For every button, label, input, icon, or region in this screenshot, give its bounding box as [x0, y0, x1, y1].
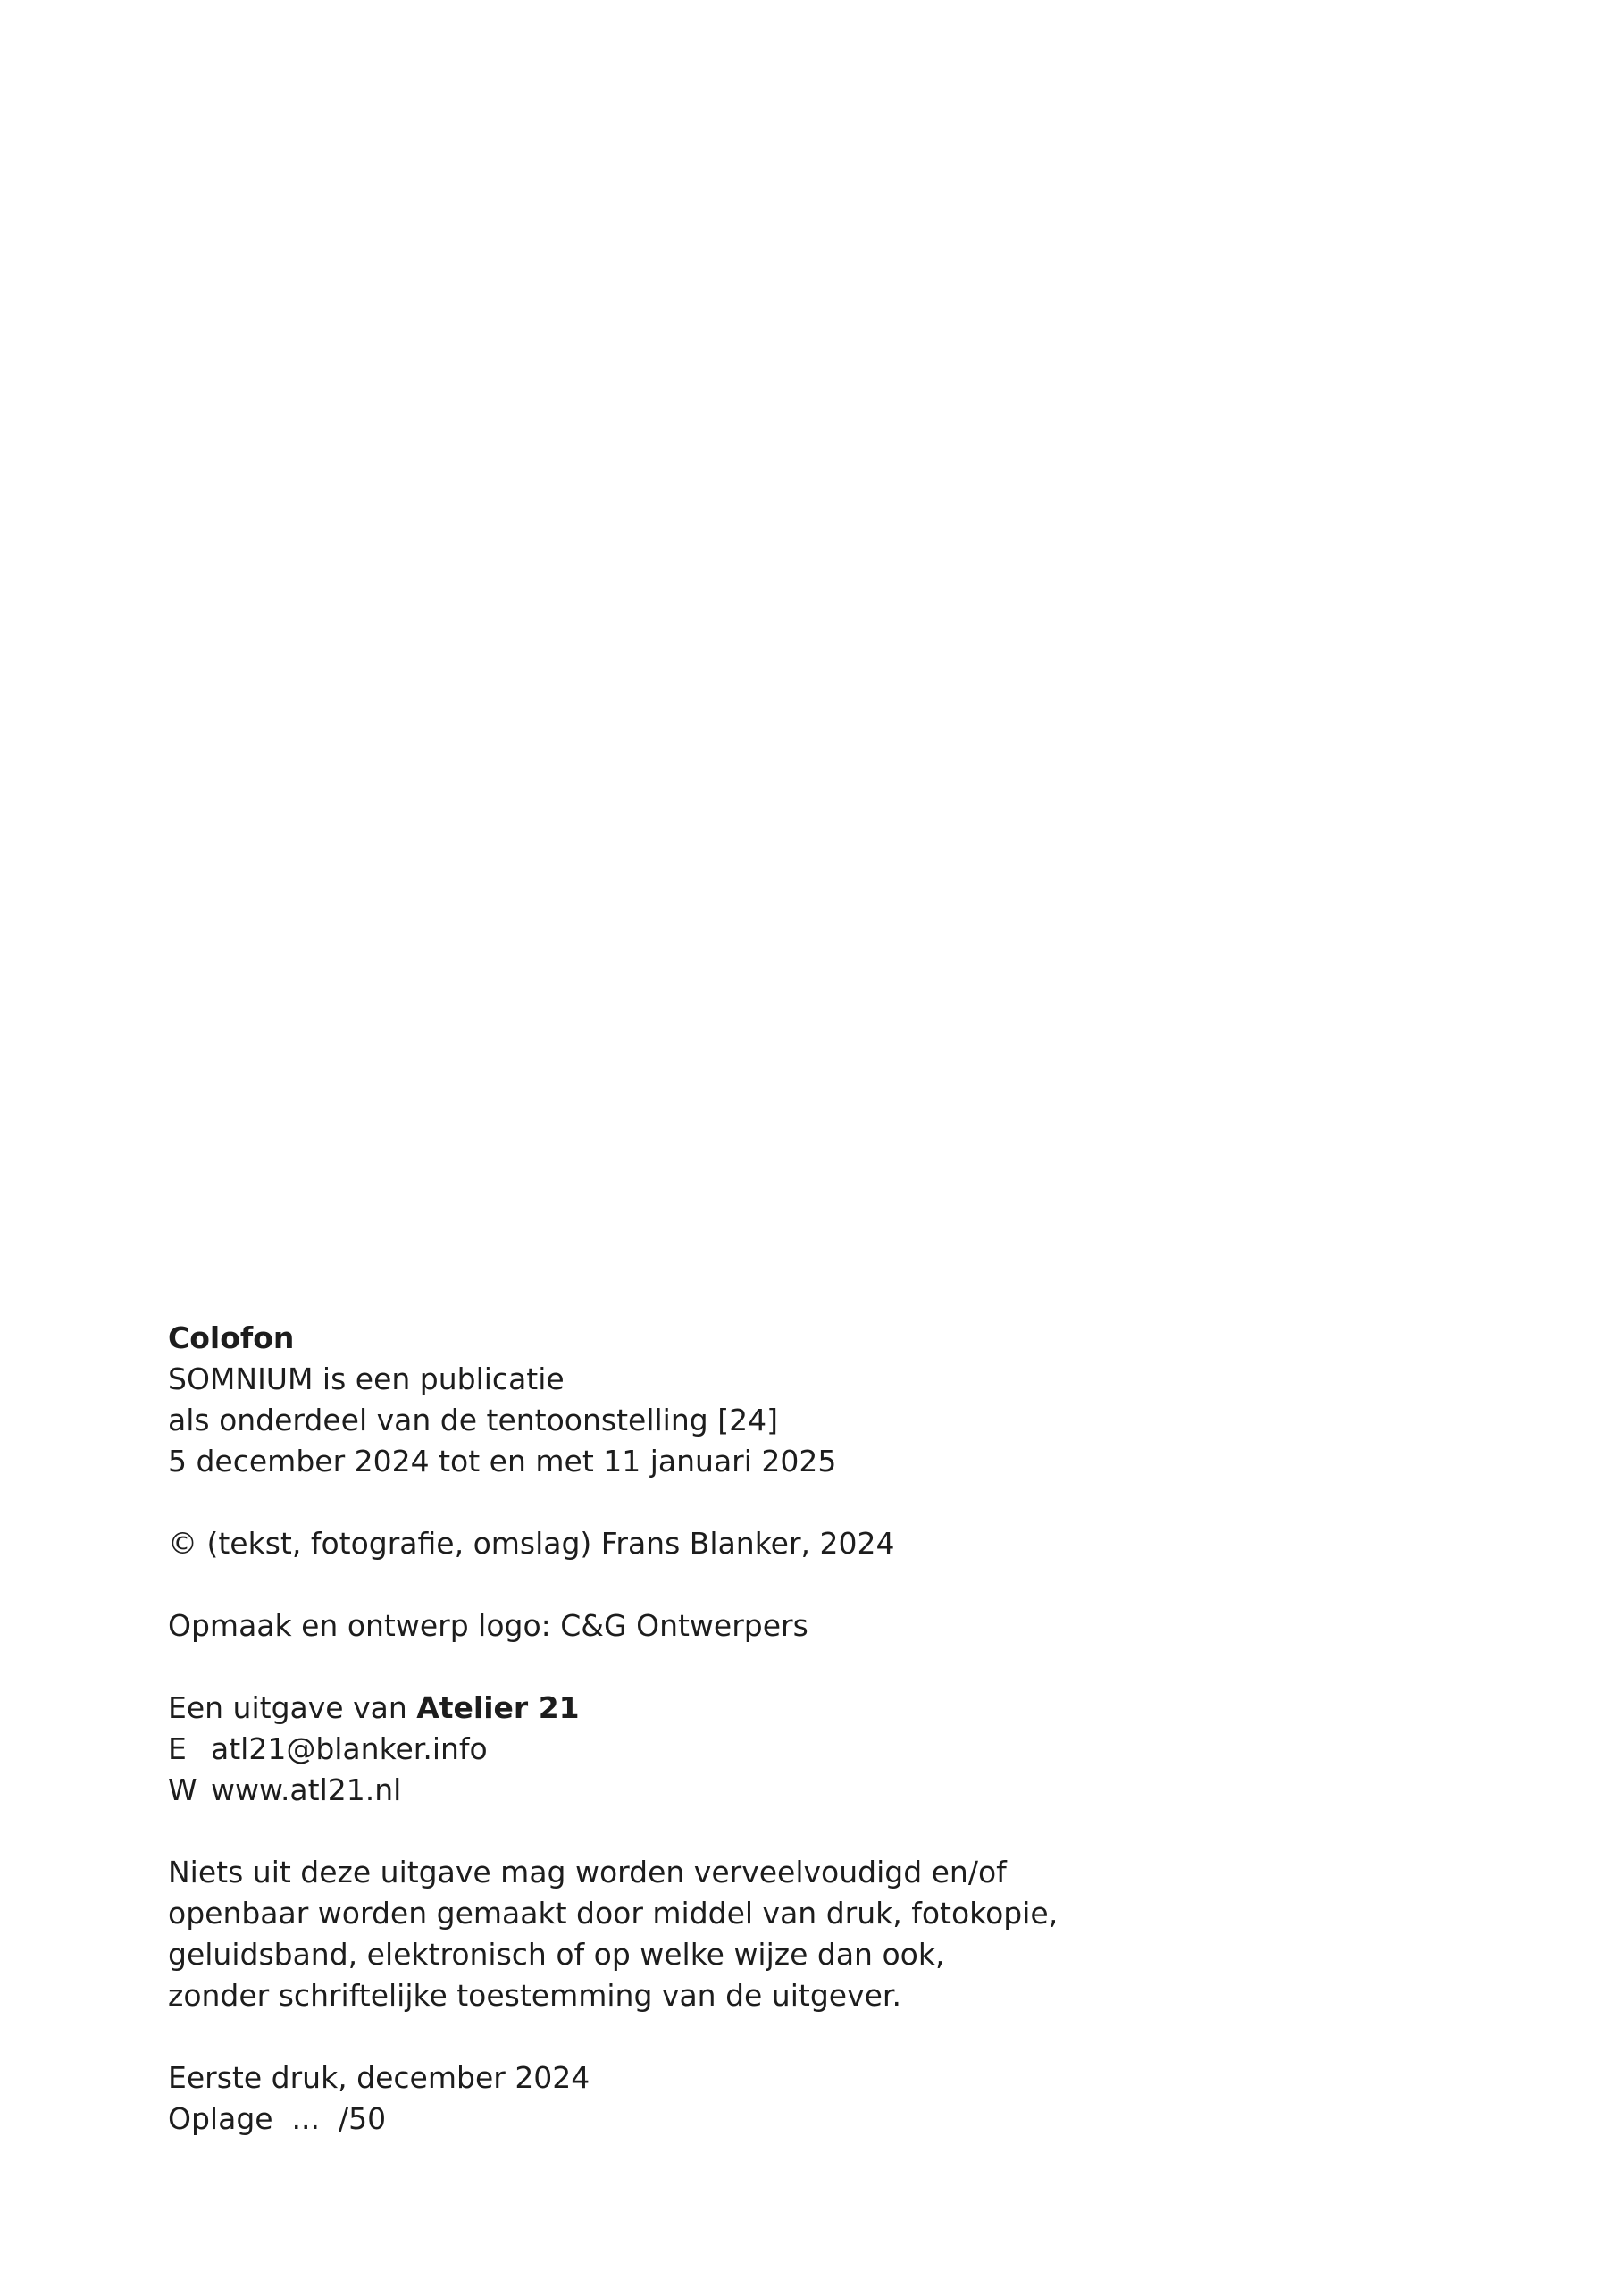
copyright-line: © (tekst, fotografie, omslag) Frans Blanker, 2024	[168, 1526, 895, 1561]
web-line	[168, 1770, 1419, 1811]
design-credit-line: Opmaak en ontwerp logo: C&G Ontwerpers	[168, 1608, 808, 1643]
web-label: W	[168, 1772, 197, 1807]
rights-line-1: Niets uit deze uitgave mag worden verveelvoudigd en/of	[168, 1855, 1007, 1889]
rights-line-3: geluidsband, elektronisch of op welke wijze dan ook,	[168, 1937, 945, 1972]
publisher-prefix: Een uitgave van	[168, 1690, 417, 1725]
publisher-name: Atelier 21	[416, 1690, 580, 1725]
spacer	[168, 1811, 1419, 1852]
colofon-block	[168, 1318, 1419, 2140]
spacer	[168, 2016, 1419, 2057]
email-address: atl21@blanker.info	[211, 1731, 488, 1766]
spacer	[168, 1482, 1419, 1523]
spacer	[168, 1564, 1419, 1605]
rights-line-2: openbaar worden gemaakt door middel van druk, fotokopie,	[168, 1896, 1059, 1931]
edition-line: Oplage ... /50	[168, 2101, 387, 2136]
publication-line-3: 5 december 2024 tot en met 11 januari 2025	[168, 1444, 837, 1479]
colofon-heading: Colofon	[168, 1320, 295, 1355]
email-line	[168, 1729, 1419, 1770]
rights-line-4: zonder schriftelijke toestemming van de uitgever.	[168, 1978, 901, 2013]
publication-line-2: als onderdeel van de tentoonstelling [24]	[168, 1403, 778, 1437]
first-print-line: Eerste druk, december 2024	[168, 2060, 590, 2095]
spacer	[168, 1646, 1419, 1688]
publisher-line	[168, 1688, 1419, 1729]
publication-line-1: SOMNIUM is een publicatie	[168, 1362, 565, 1396]
email-label: E	[168, 1731, 187, 1766]
web-address: www.atl21.nl	[211, 1772, 402, 1807]
